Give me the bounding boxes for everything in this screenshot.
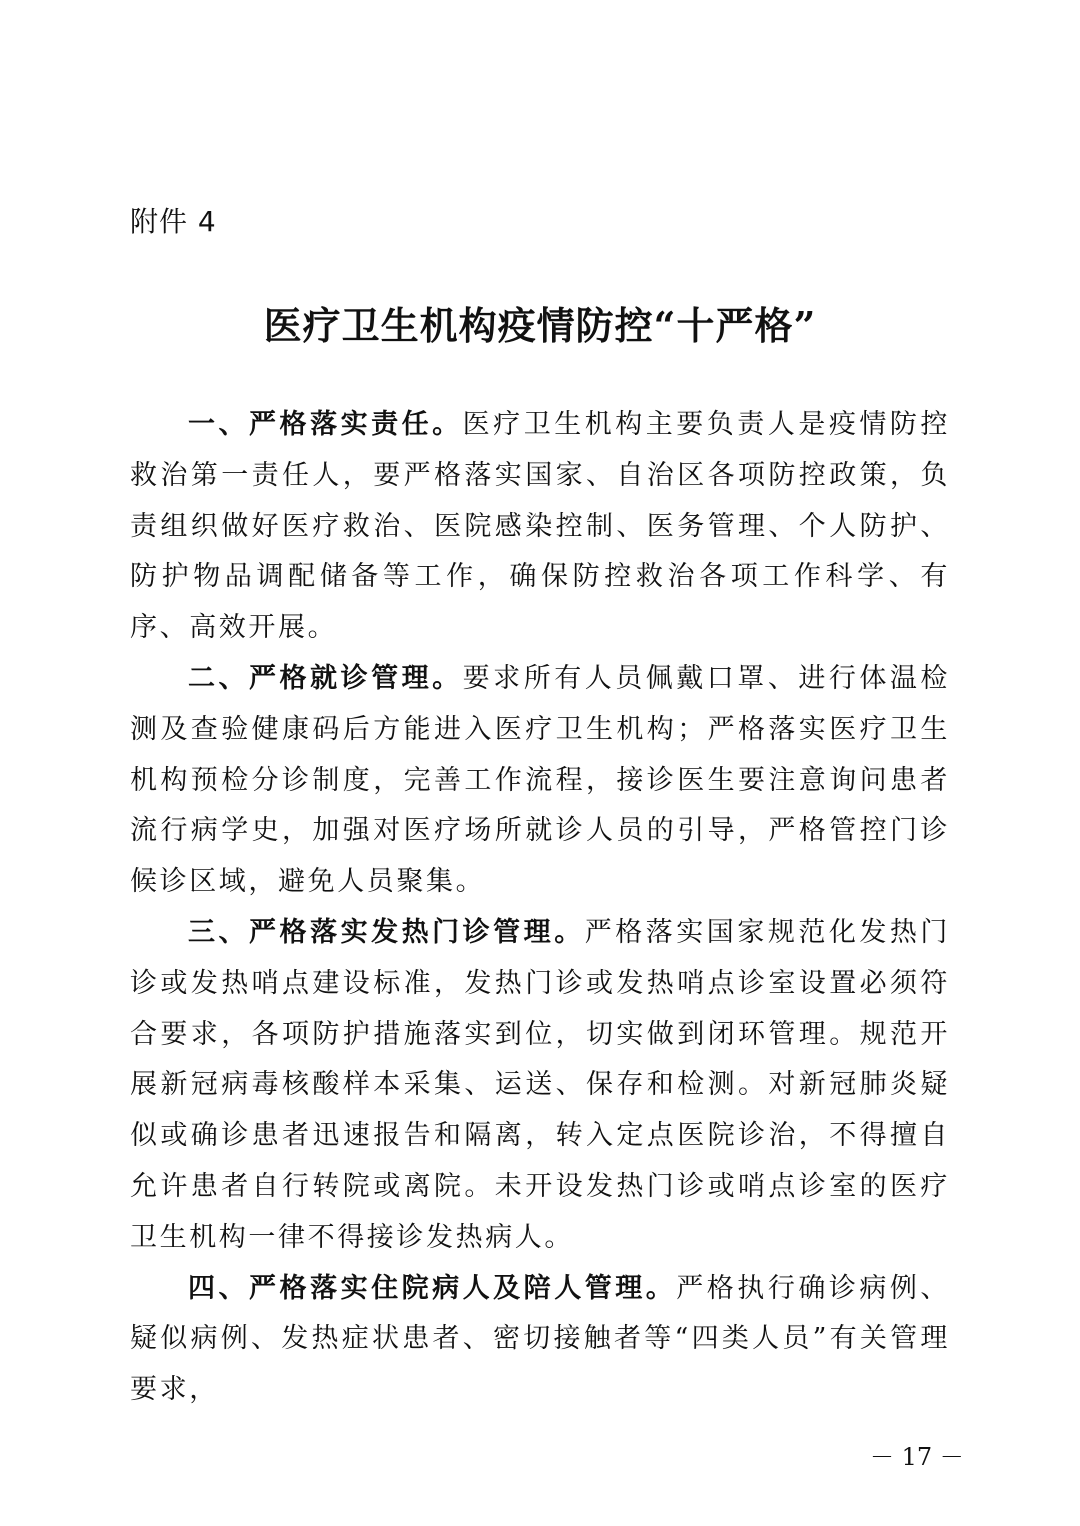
section-3-text: 严格落实国家规范化发热门诊或发热哨点建设标准，发热门诊或发热哨点诊室设置必须符合要求，各项防护措施落实到位，切实做到闭环管理。规范开展新冠病毒核酸样本采集、运送、保存和检测。对新冠肺炎疑似或确诊患者迅速报告和隔离，转入定点医院诊治，不得擅自允许患者自行转院或离院。未开设发热门诊或哨点诊室的医疗卫生机构一律不得接诊发热病人。 [130, 916, 950, 1253]
section-4-text: 严格执行确诊病例、疑似病例、发热症状患者、密切接触者等“四类人员”有关管理要求， [130, 1272, 950, 1406]
section-2-text: 要求所有人员佩戴口罩、进行体温检测及查验健康码后方能进入医疗卫生机构；严格落实医疗卫生机构预检分诊制度，完善工作流程，接诊医生要注意询问患者流行病学史，加强对医疗场所就诊人员的引导，严格管控门诊候诊区域，避免人员聚集。 [130, 662, 950, 898]
section-2 [130, 654, 950, 908]
document-body [130, 400, 950, 1416]
section-3-heading: 三、严格落实发热门诊管理。 [188, 916, 585, 948]
section-2-heading: 二、严格就诊管理。 [188, 662, 463, 694]
page-number: － 17 － [870, 1443, 964, 1471]
section-1-heading: 一、严格落实责任。 [188, 409, 463, 440]
document-title: 医疗卫生机构疫情防控“十严格” [263, 303, 817, 348]
attachment-label: 附件 4 [130, 205, 217, 238]
section-4 [130, 1264, 950, 1416]
section-4-heading: 四、严格落实住院病人及陪人管理。 [188, 1272, 677, 1304]
section-1 [130, 400, 950, 654]
section-1-text: 医疗卫生机构主要负责人是疫情防控救治第一责任人，要严格落实国家、自治区各项防控政策，负责组织做好医疗救治、医院感染控制、医务管理、个人防护、防护物品调配储备等工作，确保防控救治各项工作科学、有序、高效开展。 [130, 409, 950, 644]
section-3 [130, 908, 950, 1264]
